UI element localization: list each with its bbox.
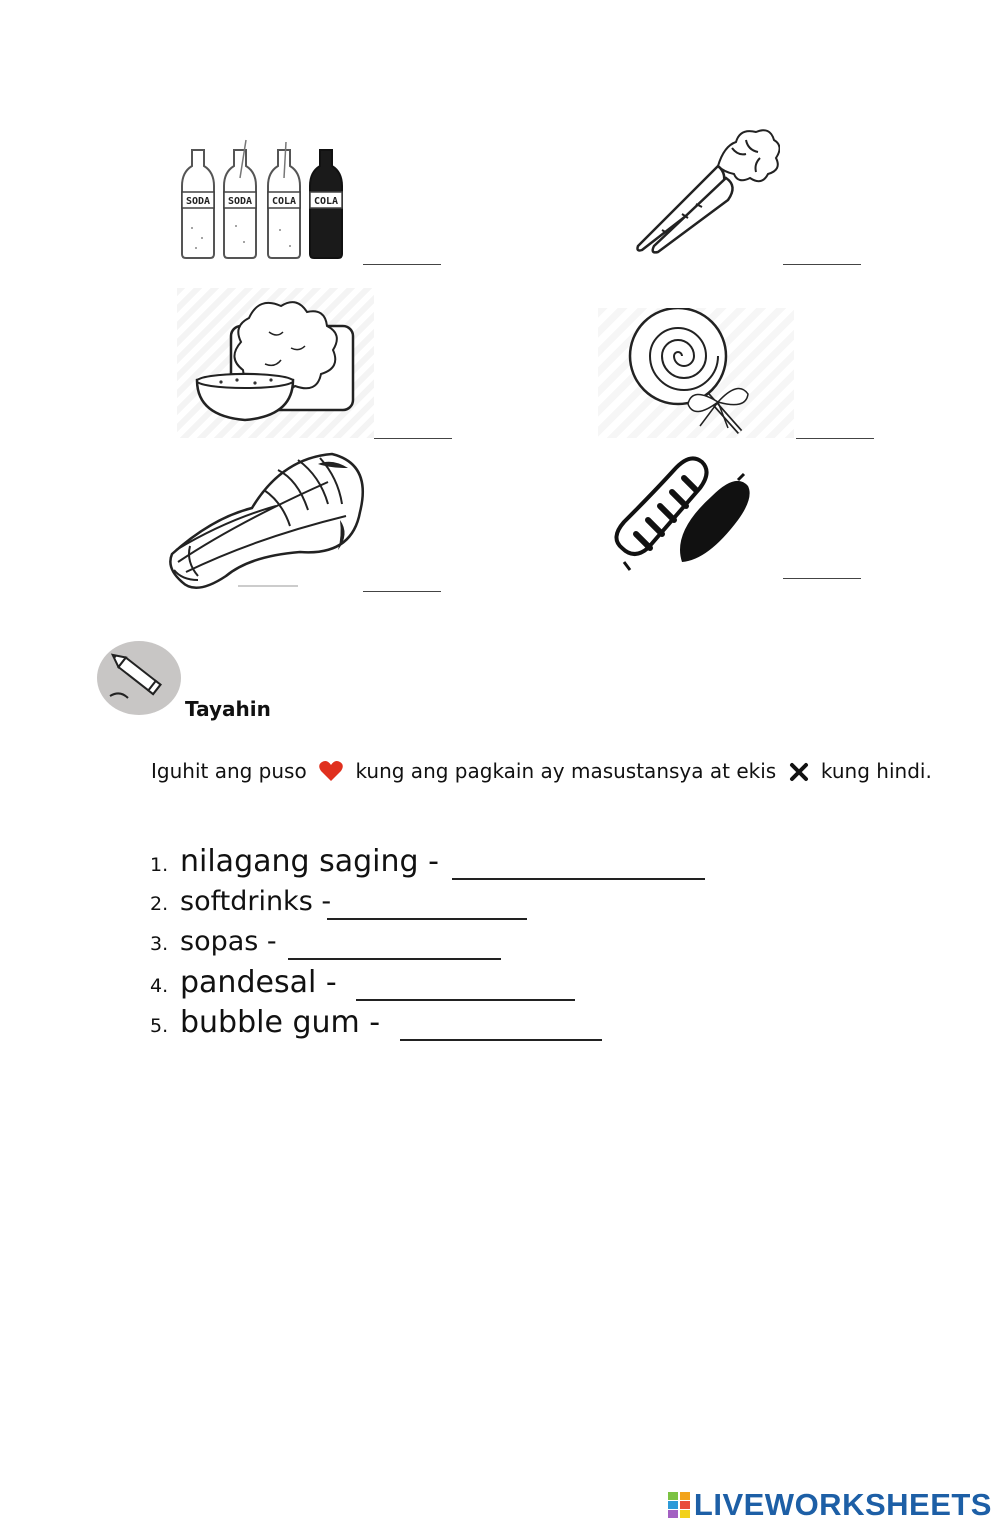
answer-blank-5[interactable]: [400, 1039, 602, 1041]
bottle-label: SODA: [185, 196, 211, 207]
instruction-part-4: hindi.: [876, 759, 932, 783]
item-number: 1.: [150, 854, 169, 876]
answer-line[interactable]: [783, 264, 861, 265]
liveworksheets-icon: [668, 1492, 692, 1518]
list-item: [150, 926, 277, 957]
instruction-text: [93, 755, 936, 787]
carrot-image: [622, 126, 780, 256]
answer-line[interactable]: [783, 578, 861, 579]
instruction-part-2: kung ang pagkain ay masustansya at ekis: [355, 759, 777, 783]
list-item: [150, 844, 439, 879]
answer-blank-1[interactable]: [452, 878, 705, 880]
pencil-icon: [96, 640, 182, 716]
pechay-image: [168, 450, 368, 592]
answer-line[interactable]: [363, 591, 441, 592]
item-number: 5.: [150, 1015, 169, 1037]
list-item: [150, 1005, 380, 1040]
item-number: 4.: [150, 975, 169, 997]
sausage-image: [612, 452, 754, 580]
bottle-label: SODA: [227, 196, 253, 207]
soda-bottles-image: [178, 138, 353, 260]
lollipop-image: [598, 308, 794, 438]
item-text: sopas -: [180, 926, 277, 957]
item-text: nilagang saging -: [180, 844, 439, 879]
list-item: [150, 965, 337, 1000]
bottle-label: COLA: [271, 196, 297, 207]
item-number: 2.: [150, 893, 169, 915]
answer-blank-2[interactable]: [327, 918, 527, 920]
answer-blank-4[interactable]: [356, 999, 575, 1001]
brand-text: LIVEWORKSHEETS: [693, 1487, 992, 1522]
answer-line[interactable]: [796, 438, 874, 439]
item-number: 3.: [150, 933, 169, 955]
section-title: Tayahin: [185, 697, 271, 721]
item-text: softdrinks -: [180, 886, 332, 917]
instruction-part-1: Iguhit ang puso: [151, 759, 307, 783]
item-text: pandesal -: [180, 965, 337, 1000]
heart-icon: [319, 760, 343, 782]
list-item: [150, 886, 331, 917]
fried-food-image: [177, 288, 374, 438]
instruction-part-3: kung: [820, 759, 870, 783]
item-text: bubble gum -: [180, 1005, 381, 1040]
x-mark-icon: [789, 762, 809, 782]
answer-line[interactable]: [363, 264, 441, 265]
liveworksheets-logo: [668, 1487, 992, 1523]
answer-line[interactable]: [374, 438, 452, 439]
bottle-label: COLA: [313, 196, 339, 207]
answer-blank-3[interactable]: [288, 958, 501, 960]
